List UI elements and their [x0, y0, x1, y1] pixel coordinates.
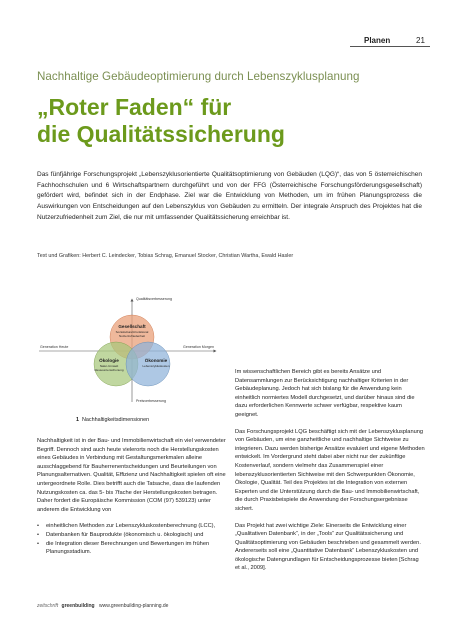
header-rule [350, 46, 430, 47]
sustainability-diagram [37, 290, 217, 412]
figure-caption-number: 1 [76, 417, 79, 423]
axis-right-label: Generation Morgen [183, 345, 214, 349]
requirements-list [37, 522, 227, 556]
list-item: • einheitlichen Methoden zur Lebenszykluskostenberechnung (LCC), [37, 522, 227, 531]
society-title: Gesellschaft [118, 324, 146, 329]
footer-brand-prefix: zeitschrift [37, 603, 59, 609]
footer-brand-name: greenbuilding [61, 603, 95, 609]
economy-sub-1: Lebenszykluskosten [142, 364, 170, 368]
page-footer [37, 603, 168, 609]
page-number: 21 [416, 36, 425, 45]
figure-caption [76, 417, 149, 423]
article-kicker: Nachhaltige Gebäudeoptimierung durch Lebenszyklusplanung [37, 70, 360, 83]
ecology-sub-1: Natur-Umwelt [99, 364, 119, 368]
figure-caption-text: Nachhaltigkeitsdimensionen [82, 417, 150, 423]
society-sub-2: Nutzerzufriedenheit [118, 334, 146, 338]
list-item: • Datenbanken für Bauprodukte (ökonomisch u. ökologisch) und [37, 531, 227, 540]
footer-url[interactable]: www.greenbuilding-planning.de [98, 603, 169, 609]
article-title-line-1: „Roter Faden“ für [37, 94, 232, 120]
axis-left-label: Generation Heute [40, 345, 69, 349]
ecology-title: Ökologie [99, 358, 119, 363]
header-section-label: Planen [364, 36, 391, 45]
body-paragraph: Das Forschungsprojekt LQG beschäftigt sich mit der Lebenszyklusplanung von Gebäuden, um eine ganzheitliche und nachhaltige Sichtweise zu integrieren. Dazu werden bisherige Ansätze evaluiert und eigene Methoden entwickelt. Im Vordergrund steht dabei aber nicht nur der zukünftige Kostenverlauf, sondern vielmehr das Zusammenspiel einer lebenszyklusorientierten Sichtweise mit den Schwerpunkten Ökonomie, Ökologie, Qualität. Teil des Projektes ist die Integration von externen Experten und die Unterstützung durch die Bau- und Immobilienwirtschaft, die durch Praxisbeispiele die Anwendung der Forschungsergebnisse sichert. [235, 428, 425, 512]
axis-bottom-label: Preisverbesserung [136, 399, 166, 403]
body-column-left [37, 437, 227, 557]
body-paragraph: Im wissenschaftlichen Bereich gibt es bereits Ansätze und Datensammlungen zur Berücksichtigung nachhaltiger Kriterien in der Gebäudeplanung. Jedoch hat sich bislang für die Anwendung kein einheitlich normiertes Modell durchgesetzt, und darüber hinaus sind die dazu erforderlichen Kennwerte schwer verfügbar, respektive kaum geeignet. [235, 369, 415, 418]
body-column-right [235, 368, 425, 581]
ecology-sub-2: Ressourcenschonung [94, 368, 124, 372]
society-sub-1: Soziokulturell-Funktional [115, 330, 149, 334]
body-paragraph: Nachhaltigkeit ist in der Bau- und Immobilienwirtschaft ein viel verwendeter Begriff. Dennoch sind auch heute vielerorts noch die Herstellungskosten eines Gebäudes in Verbindung mit Gestaltungsmerkmalen alleine ausschlaggebend für Bauherrenentscheidungen und Beurteilungen von Planungsalternativen. Qualität, Effizienz und Nachhaltigkeit spielen oft eine untergeordnete Rolle. Dies betrifft auch die Tatsache, dass die laufenden Nutzungskosten ca. das 5- bis 7fache der Herstellungskosten betragen. Daher fordert die Europäische Kommission (COM (97) 539123) unter anderem die Entwicklung von [37, 438, 226, 513]
body-paragraph: Das Projekt hat zwei wichtige Ziele: Einerseits die Entwicklung einer „Qualitativen Datenbank“, in der „Tools“ zur Qualitätssicherung und Qualitätsoptimierung von Gebäuden beschrieben und gesammelt werden. Andererseits soll eine „Quantitative Datenbank“ Lebenszykluskosten und ökologische Datengrundlagen für Entscheidungsprozesse bieten [Schrag et al., 2009]. [235, 522, 421, 572]
article-credits: Text und Grafiken: Herbert C. Leindecker, Tobias Schrag, Emanuel Stocker, Christian Wartha, Ewald Hasler [37, 253, 294, 259]
list-item: • die Integration dieser Berechnungen und Bewertungen im frühen Planungsstadium. [37, 540, 227, 557]
economy-title: Ökonomie [144, 358, 168, 363]
axis-top-label: Qualitätsverbesserung [136, 297, 172, 301]
article-title [37, 94, 285, 148]
article-lead: Das fünfjährige Forschungsprojekt „Lebenszyklusorientierte Qualitätsoptimierung von Gebäuden (LQG)“, das von 5 österreichischen Fachhochschulen und 6 Wirtschaftspartnern durchgeführt und von der FFG (Österreichische Forschungsförderungsgesellschaft) gefördert wird, befindet sich in der Endphase. Ziel war die Entwicklung von Methoden, um im frühen Planungsprozess die Auswirkungen von Entscheidungen auf den Lebenszyklus von Gebäuden zu ermitteln. Der integrale Anspruch des Projektes hat die Nutzerzufriedenheit zum Ziel, die nur mit umfassender Qualitätssicherung erreichbar ist. [37, 171, 422, 221]
article-title-line-2: die Qualitätssicherung [37, 121, 285, 147]
sustainability-diagram-svg [37, 290, 217, 412]
